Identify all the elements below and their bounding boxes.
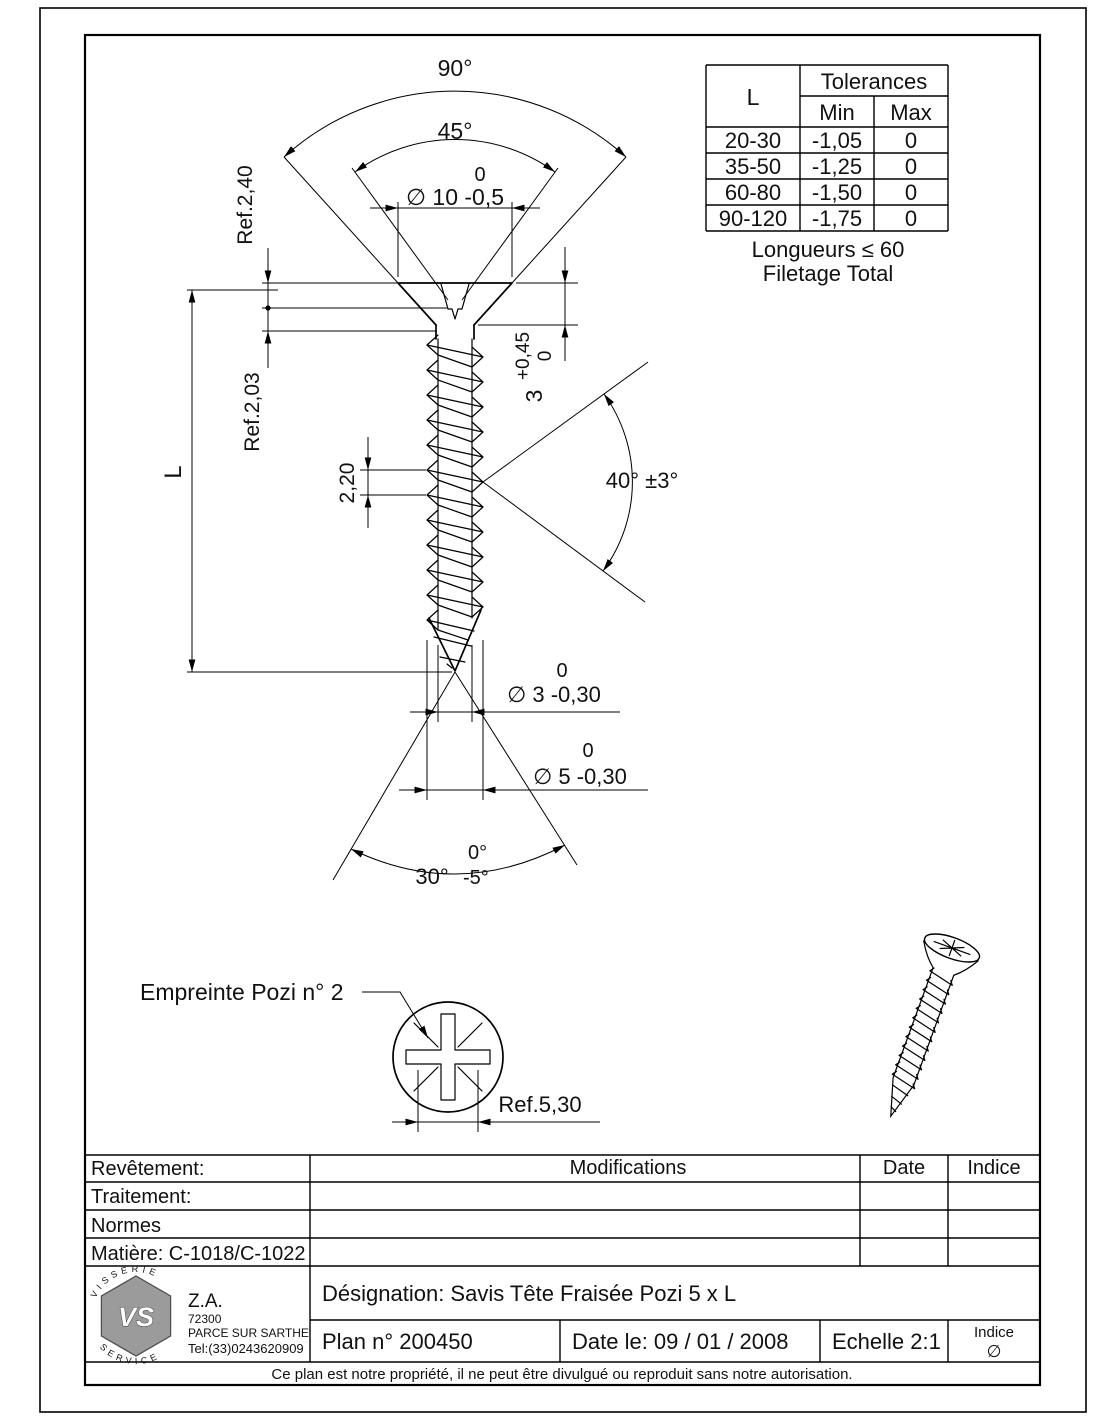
field-plan-number: Plan n° 200450 — [322, 1329, 473, 1354]
table-min-header: Min — [819, 100, 855, 125]
table-row — [719, 206, 917, 231]
table-row — [725, 128, 917, 153]
cell-max: 0 — [904, 206, 918, 231]
dim-d3-label: ∅ 3 -0,30 — [507, 682, 601, 707]
property-note: Ce plan est notre propriété, il ne peut être divulgué ou reproduit sans notre autorisation. — [271, 1366, 853, 1383]
screw-front-view — [398, 283, 512, 671]
dim-head-angle-label: 90° — [437, 55, 473, 81]
logo-initials: VS — [117, 1302, 155, 1332]
table-row — [725, 154, 917, 179]
table-max-header: Max — [890, 100, 932, 125]
header-date: Date — [882, 1157, 926, 1179]
field-date: Date le: 09 / 01 / 2008 — [572, 1329, 789, 1354]
dimensions — [160, 55, 678, 889]
company-logo — [88, 1264, 170, 1366]
pozi-cross — [406, 1014, 490, 1100]
pozi-detail-label: Empreinte Pozi n° 2 — [140, 979, 344, 1005]
header-indice: Indice — [967, 1157, 1021, 1179]
dim-point-nominal: 30° — [415, 864, 449, 889]
dim-thread-angle-label: 40° ±3° — [605, 468, 679, 493]
tolerance-table — [706, 65, 948, 286]
dim-point-upper-tol: 0° — [468, 842, 488, 864]
dim-half-angle — [352, 139, 558, 300]
cell-max: 0 — [904, 154, 918, 179]
dim-pitch-label: 2,20 — [336, 462, 359, 504]
dim-recess-ref-label: Ref.5,30 — [498, 1092, 582, 1117]
dim-pitch — [360, 437, 426, 528]
dim-ref-recess-label: Ref.2,03 — [241, 372, 264, 452]
cell-max: 0 — [904, 180, 918, 205]
field-revetement: Revêtement: — [91, 1158, 205, 1180]
cell-min: -1,50 — [811, 180, 863, 205]
table-note-2: Filetage Total — [762, 261, 894, 286]
company-za: Z.A. — [188, 1291, 223, 1312]
field-indice-value: ∅ — [986, 1342, 1002, 1361]
cell-min: -1,75 — [811, 206, 863, 231]
company-tel: Tel:(33)0243620909 — [188, 1341, 304, 1356]
cell-min: -1,25 — [811, 154, 863, 179]
dim-length — [187, 290, 452, 672]
table-note-1: Longueurs ≤ 60 — [751, 237, 905, 262]
table-l-header: L — [746, 84, 760, 110]
dim-neck-upper-tol: +0,45 — [513, 331, 534, 381]
table-title: Tolerances — [820, 69, 928, 94]
dim-d10-upper-tol: 0 — [474, 164, 486, 186]
isometric-screw-view — [864, 928, 983, 1126]
dim-ref-head-label: Ref.2,40 — [234, 165, 257, 245]
dim-neck-nominal: 3 — [521, 389, 547, 403]
dim-d5-upper-tol: 0 — [582, 740, 594, 762]
cell-max: 0 — [904, 128, 918, 153]
company-city: PARCE SUR SARTHE — [188, 1326, 309, 1340]
dim-length-label: L — [160, 465, 187, 479]
dim-head-refs — [262, 248, 448, 368]
dim-neck-lower-tol: 0 — [535, 350, 556, 362]
drawing-frame — [40, 8, 1086, 1412]
dim-d10-label: ∅ 10 -0,5 — [405, 184, 505, 210]
field-traitement: Traitement: — [91, 1186, 192, 1208]
dim-d10 — [370, 202, 540, 277]
logo-arc-bottom: SERVICE — [98, 1341, 162, 1367]
pozi-recess-section — [441, 284, 469, 319]
company-zip: 72300 — [188, 1312, 222, 1326]
dim-d3-upper-tol: 0 — [556, 660, 568, 682]
cell-l: 35-50 — [724, 154, 782, 179]
field-designation: Désignation: Savis Tête Fraisée Pozi 5 x L — [322, 1281, 737, 1306]
cell-l: 20-30 — [724, 128, 782, 153]
field-normes: Normes — [91, 1215, 162, 1237]
cell-min: -1,05 — [811, 128, 863, 153]
cell-l: 60-80 — [724, 180, 782, 205]
field-matiere: Matière: C-1018/C-1022 — [91, 1243, 306, 1265]
pozi-detail-view — [140, 979, 600, 1132]
screw-point — [429, 610, 481, 671]
point-threads — [434, 637, 471, 668]
header-modifications: Modifications — [569, 1157, 687, 1179]
cell-l: 90-120 — [718, 206, 788, 231]
field-echelle: Echelle 2:1 — [832, 1329, 941, 1354]
dim-half-angle-label: 45° — [437, 118, 473, 144]
pozi-leader — [362, 992, 428, 1038]
neck — [436, 325, 474, 339]
table-row — [725, 180, 917, 205]
title-block — [85, 1155, 1040, 1383]
dim-point-lower-tol: -5° — [463, 867, 489, 889]
field-indice-label: Indice — [973, 1324, 1015, 1341]
logo-arc-top: VISSERIE — [88, 1263, 161, 1300]
thread-profile — [427, 335, 483, 640]
dim-d5-label: ∅ 5 -0,30 — [533, 764, 627, 789]
